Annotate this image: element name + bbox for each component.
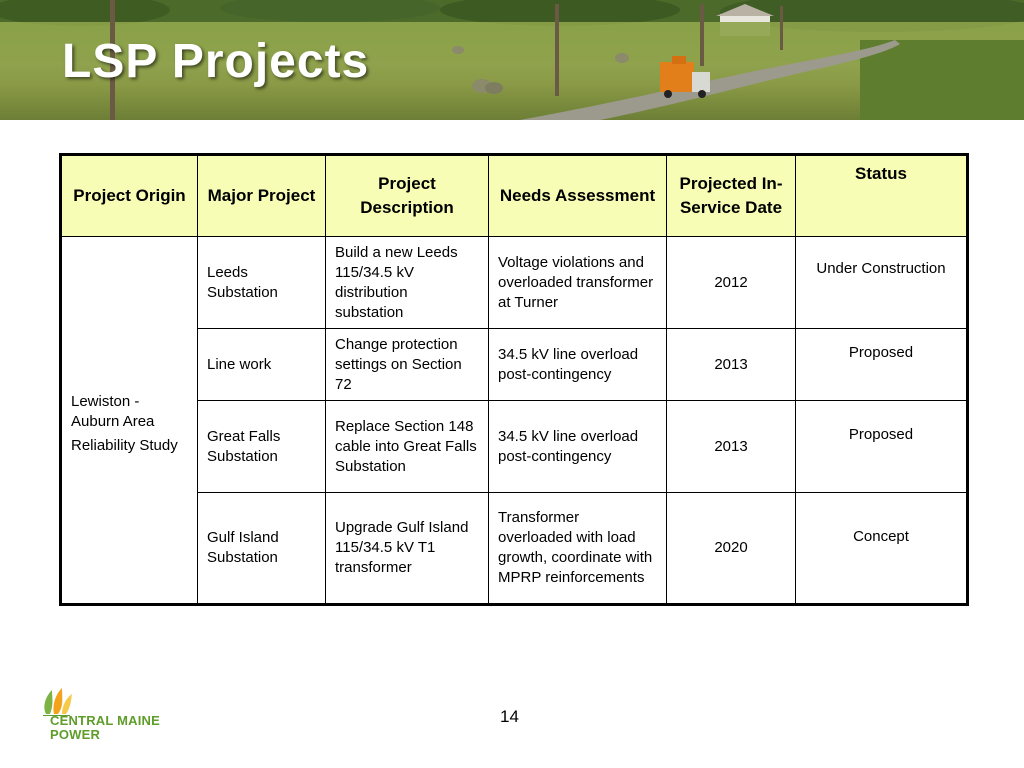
project-description-cell: Change protection settings on Section 72 [326, 329, 489, 401]
needs-assessment-cell: 34.5 kV line overload post-contingency [489, 329, 667, 401]
table-row [61, 493, 968, 605]
status-cell: Proposed [796, 329, 968, 401]
project-description-cell: Build a new Leeds 115/34.5 kV distribution substation [326, 237, 489, 329]
flame-leaf-icon [40, 686, 80, 716]
major-project-cell: Gulf Island Substation [198, 493, 326, 605]
logo-wordmark [50, 714, 160, 742]
header-status: Status [796, 155, 968, 237]
header-needs-assessment: Needs Assessment [489, 155, 667, 237]
table-row [61, 401, 968, 493]
project-origin-study: Reliability Study [71, 437, 178, 454]
in-service-date-cell: 2012 [667, 237, 796, 329]
header-banner-photo [0, 0, 1024, 120]
slide-title: LSP Projects [62, 35, 370, 88]
project-description-cell: Upgrade Gulf Island 115/34.5 kV T1 transformer [326, 493, 489, 605]
logo-line-2: POWER [50, 727, 101, 742]
needs-assessment-cell: Voltage violations and overloaded transformer at Turner [489, 237, 667, 329]
needs-assessment-cell: Transformer overloaded with load growth, coordinate with MPRP reinforcements [489, 493, 667, 605]
header-major-project: Major Project [198, 155, 326, 237]
status-cell: Under Construction [796, 237, 968, 329]
projects-table [59, 153, 969, 606]
central-maine-power-logo [40, 686, 170, 746]
header-project-description: Project Description [326, 155, 489, 237]
table-row [61, 329, 968, 401]
project-description-cell: Replace Section 148 cable into Great Falls Substation [326, 401, 489, 493]
project-origin-area: Lewiston - Auburn Area [71, 393, 155, 430]
header-in-service-date: Projected In-Service Date [667, 155, 796, 237]
in-service-date-cell: 2013 [667, 401, 796, 493]
logo-line-1: CENTRAL MAINE [50, 713, 160, 728]
table-row [61, 237, 968, 329]
needs-assessment-cell: 34.5 kV line overload post-contingency [489, 401, 667, 493]
project-origin-cell [61, 237, 198, 605]
major-project-cell: Line work [198, 329, 326, 401]
in-service-date-cell: 2013 [667, 329, 796, 401]
status-cell: Proposed [796, 401, 968, 493]
status-cell: Concept [796, 493, 968, 605]
in-service-date-cell: 2020 [667, 493, 796, 605]
table-header-row [61, 155, 968, 237]
header-project-origin: Project Origin [61, 155, 198, 237]
major-project-cell: Leeds Substation [198, 237, 326, 329]
page-number: 14 [500, 707, 519, 726]
major-project-cell: Great Falls Substation [198, 401, 326, 493]
